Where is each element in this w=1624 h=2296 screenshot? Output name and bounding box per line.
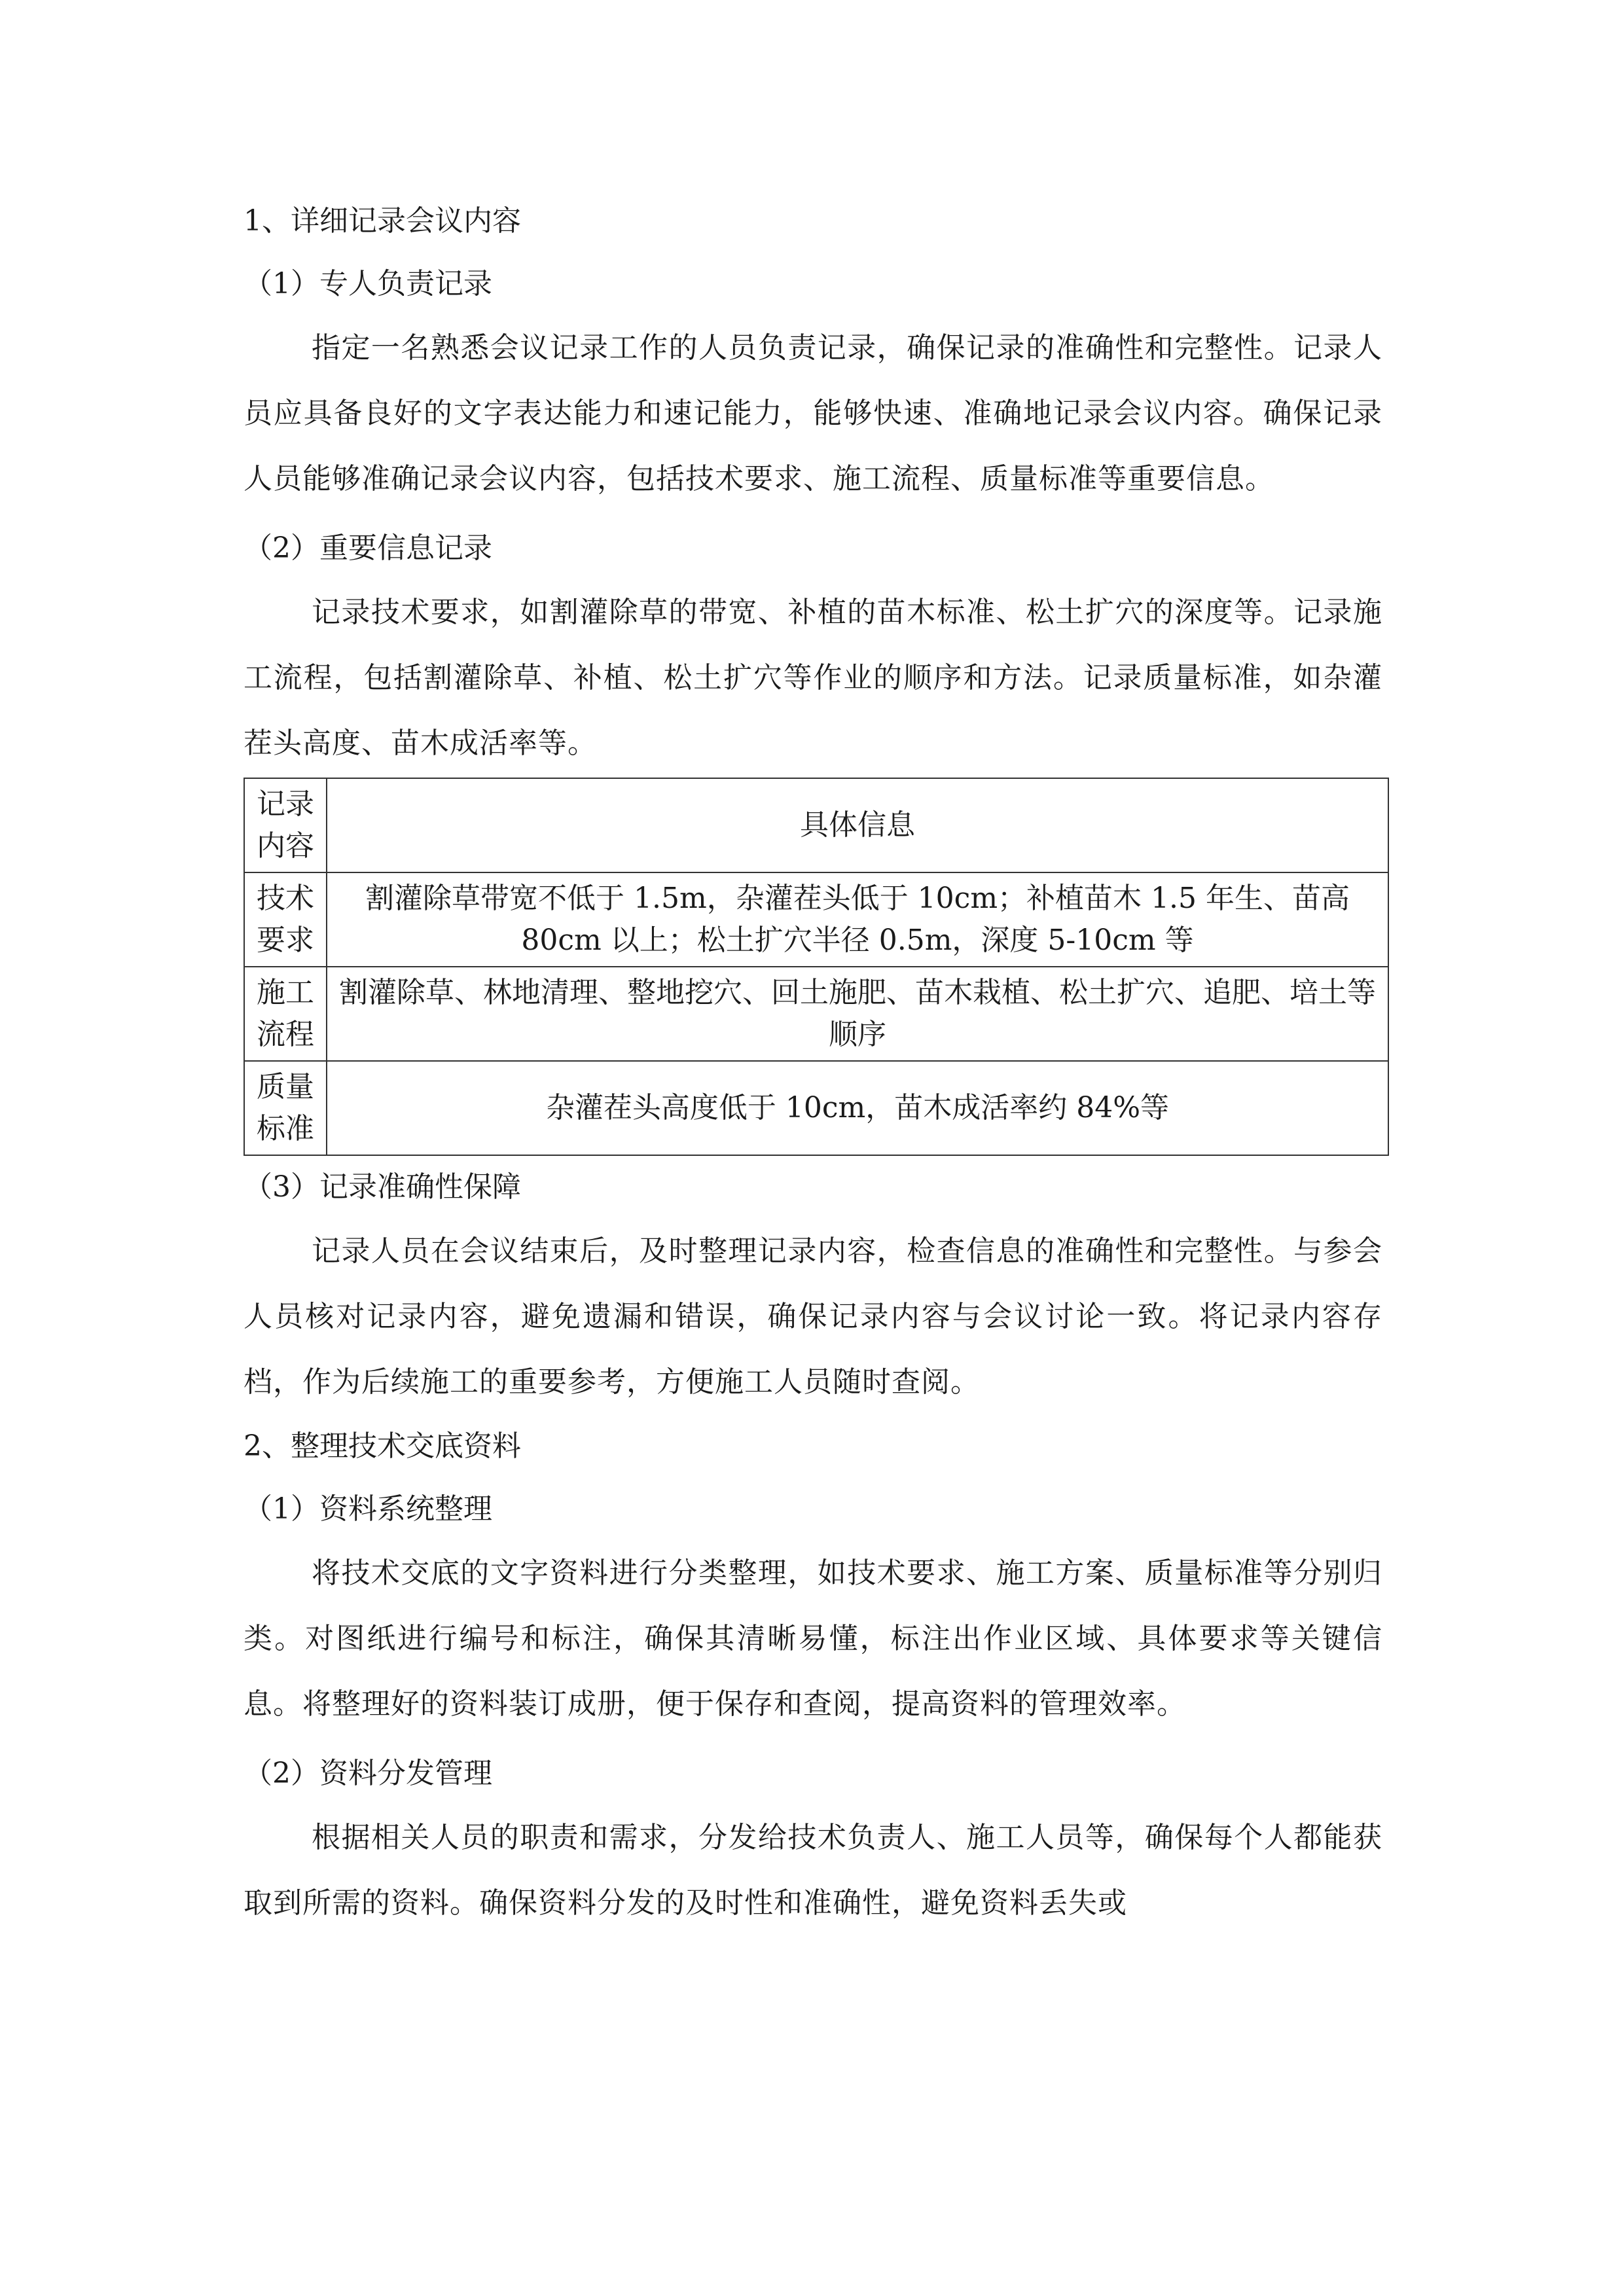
section-1-2-paragraph: 记录技术要求，如割灌除草的带宽、补植的苗木标准、松土扩穴的深度等。记录施工流程，包括割灌除草、补植、松土扩穴等作业的顺序和方法。记录质量标准，如杂灌茬头高度、苗木成活率等。 bbox=[244, 596, 1382, 760]
section-2-heading: 2、整理技术交底资料 bbox=[244, 1429, 521, 1463]
document-body bbox=[244, 190, 1382, 1936]
section-1-2-heading: （2）重要信息记录 bbox=[244, 531, 492, 565]
table-header-row bbox=[244, 778, 1388, 872]
section-2-2-paragraph: 根据相关人员的职责和需求，分发给技术负责人、施工人员等，确保每个人都能获取到所需的资料。确保资料分发的及时性和准确性，避免资料丢失或 bbox=[244, 1821, 1382, 1920]
record-info-table bbox=[244, 778, 1389, 1156]
table-row-value: 割灌除草、林地清理、整地挖穴、回土施肥、苗木栽植、松土扩穴、追肥、培土等顺序 bbox=[327, 967, 1388, 1061]
section-1-3-paragraph: 记录人员在会议结束后，及时整理记录内容，检查信息的准确性和完整性。与参会人员核对记录内容，避免遗漏和错误，确保记录内容与会议讨论一致。将记录内容存档，作为后续施工的重要参考，方便施工人员随时查阅。 bbox=[244, 1234, 1382, 1399]
section-1-1-heading: （1）专人负责记录 bbox=[244, 267, 492, 300]
table-row-label: 施工 流程 bbox=[244, 967, 327, 1061]
table-row bbox=[244, 1061, 1388, 1155]
section-1-heading: 1、详细记录会议内容 bbox=[244, 204, 521, 238]
section-2-1-paragraph: 将技术交底的文字资料进行分类整理，如技术要求、施工方案、质量标准等分别归类。对图纸进行编号和标注，确保其清晰易懂，标注出作业区域、具体要求等关键信息。将整理好的资料装订成册，便于保存和查阅，提高资料的管理效率。 bbox=[244, 1556, 1382, 1721]
table-header-label: 记录 内容 bbox=[244, 778, 327, 872]
section-1-1-paragraph: 指定一名熟悉会议记录工作的人员负责记录，确保记录的准确性和完整性。记录人员应具备良好的文字表达能力和速记能力，能够快速、准确地记录会议内容。确保记录人员能够准确记录会议内容，包括技术要求、施工流程、质量标准等重要信息。 bbox=[244, 331, 1382, 495]
table-row-label: 质量 标准 bbox=[244, 1061, 327, 1155]
table-row bbox=[244, 872, 1388, 967]
table-header-value: 具体信息 bbox=[327, 778, 1388, 872]
section-2-1-heading: （1）资料系统整理 bbox=[244, 1492, 492, 1526]
table-row-label: 技术 要求 bbox=[244, 872, 327, 967]
table-row bbox=[244, 967, 1388, 1061]
section-1-3-heading: （3）记录准确性保障 bbox=[244, 1170, 521, 1204]
section-2-2-heading: （2）资料分发管理 bbox=[244, 1757, 492, 1790]
table-row-value: 割灌除草带宽不低于 1.5m，杂灌茬头低于 10cm；补植苗木 1.5 年生、苗高 80cm 以上；松土扩穴半径 0.5m，深度 5-10cm 等 bbox=[327, 872, 1388, 967]
table-row-value: 杂灌茬头高度低于 10cm，苗木成活率约 84%等 bbox=[327, 1061, 1388, 1155]
